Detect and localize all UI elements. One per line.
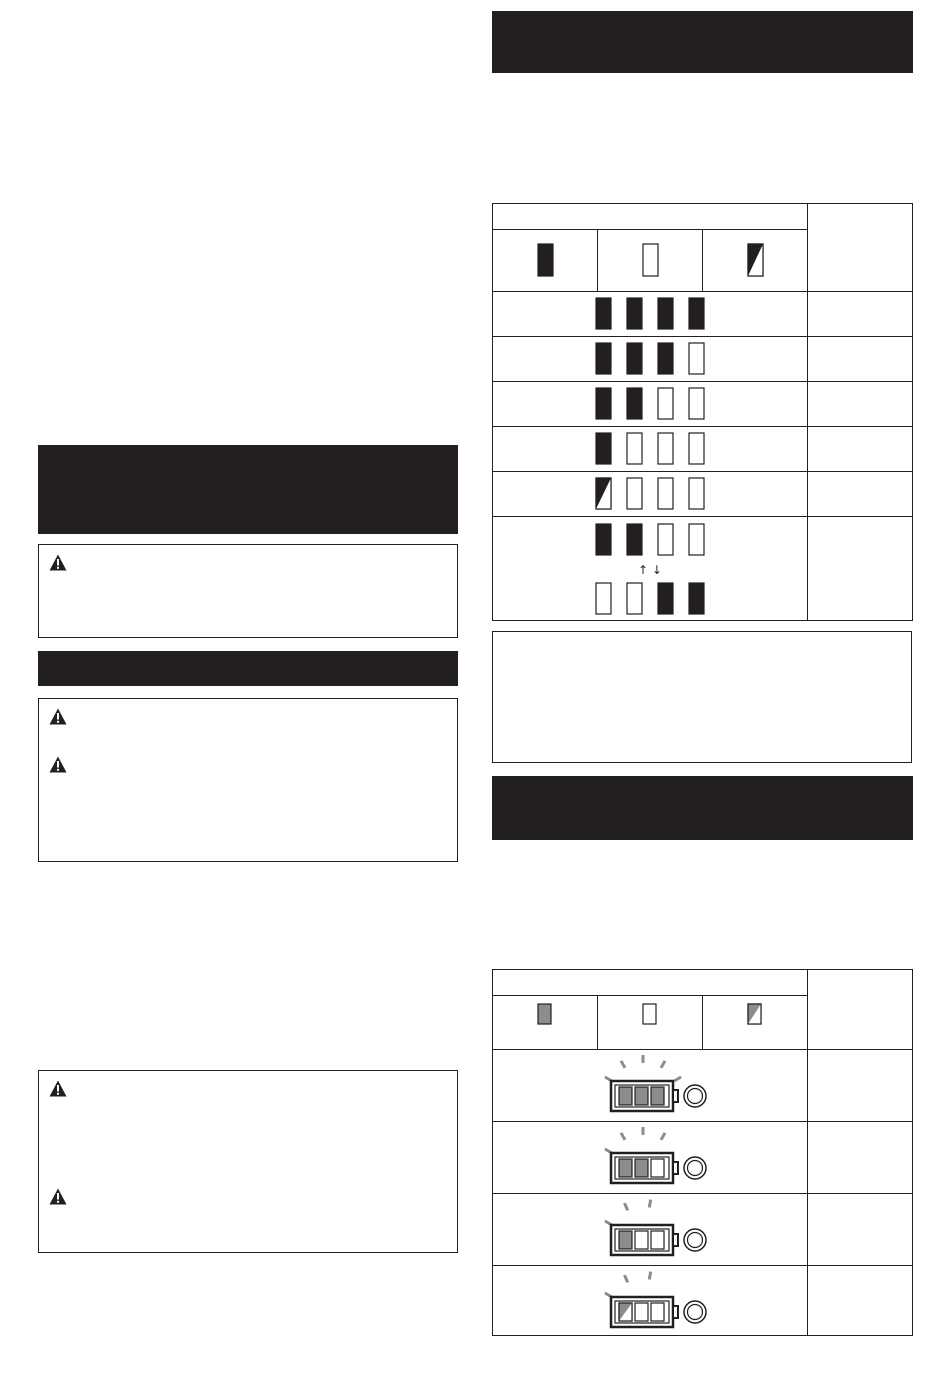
battery-cell-icon: [635, 1303, 648, 1321]
battery-indicator: [493, 1195, 807, 1265]
blink-rays-icon: [605, 1055, 681, 1081]
check-button-icon: [684, 1301, 706, 1323]
table-header-cell: [493, 970, 808, 996]
lamp-row-alternating: [493, 518, 807, 620]
indicator-lamp-icon: [627, 583, 642, 614]
section-heading-bar: [492, 11, 913, 73]
section-heading-bar: [38, 445, 458, 534]
lamp-row: [493, 292, 807, 336]
indicator-lamp-icon: [538, 1004, 551, 1024]
warning-triangle-icon: [49, 756, 67, 773]
warning-triangle-icon: [49, 1080, 67, 1097]
battery-indicator: [493, 1051, 807, 1121]
indicator-lamp-icon: [658, 298, 673, 329]
check-button-icon: [684, 1085, 706, 1107]
indicator-lamp-icon: [703, 997, 807, 1049]
indicator-lamp-icon: [689, 524, 704, 555]
lamp-row: [493, 382, 807, 426]
battery-cell-icon: [635, 1159, 648, 1177]
table-row: [493, 1122, 913, 1194]
battery-cell-icon: [619, 1303, 632, 1321]
legend-cell-off: [598, 230, 703, 292]
legend-cell-off: [598, 996, 703, 1050]
battery-cell-icon: [635, 1231, 648, 1249]
battery-indicator: [493, 1267, 807, 1335]
caution-box: [38, 698, 458, 862]
indicator-lamp-icon: [748, 244, 763, 276]
indicator-lamp-icon: [596, 583, 611, 614]
table-header-cell: [493, 204, 808, 230]
warning-triangle-icon: [49, 708, 67, 725]
indicator-lamp-icon: [627, 343, 642, 374]
note-box: [492, 631, 912, 763]
legend-cell-lit: [493, 996, 598, 1050]
remaining-capacity-cell: [808, 427, 913, 472]
indicator-lamp-icon: [493, 997, 597, 1049]
indicator-lamp-icon: [748, 1004, 761, 1024]
indicator-lamp-icon: [627, 478, 642, 509]
table-row: [493, 382, 913, 427]
battery-indicator: [493, 1123, 807, 1193]
remaining-capacity-cell: [808, 472, 913, 517]
lamp-row: [493, 337, 807, 381]
table-row: [493, 427, 913, 472]
table-row: [493, 337, 913, 382]
indicator-lamp-icon: [596, 343, 611, 374]
battery-cell-icon: [651, 1231, 664, 1249]
battery-cell-icon: [619, 1159, 632, 1177]
legend-cell-lit: [493, 230, 598, 292]
remaining-capacity-cell: [808, 337, 913, 382]
indicator-lamp-icon: [627, 524, 642, 555]
lamp-row: [493, 427, 807, 471]
remaining-capacity-cell: [808, 1122, 913, 1194]
indicator-lamp-icon: [689, 433, 704, 464]
remaining-capacity-cell: [808, 1194, 913, 1266]
indicator-lamp-icon: [627, 433, 642, 464]
table-row: [493, 1050, 913, 1122]
indicator-lamp-icon: [658, 583, 673, 614]
remaining-capacity-cell: [808, 517, 913, 621]
battery-cell-icon: [635, 1087, 648, 1105]
table-row: [493, 472, 913, 517]
blink-rays-icon: [605, 1127, 665, 1153]
indicator-lamp-icon: [658, 433, 673, 464]
indicator-lamp-icon: [627, 298, 642, 329]
battery-cell-icon: [619, 1231, 632, 1249]
indicator-lamp-icon: [596, 298, 611, 329]
indicator-lamp-icon: [493, 231, 597, 291]
alternating-arrows-icon: ↑ ↓: [638, 562, 662, 577]
table-row: [493, 1194, 913, 1266]
table-row: [493, 517, 913, 621]
indicator-lamp-icon: [596, 524, 611, 555]
remaining-capacity-cell: [808, 292, 913, 337]
remaining-capacity-cell: [808, 1266, 913, 1336]
indicator-lamp-icon: [596, 433, 611, 464]
indicator-lamp-icon: [596, 388, 611, 419]
indicator-lamp-icon: [643, 1004, 656, 1024]
battery-indicator-table: [492, 969, 913, 1336]
table-header-cell-remaining: [808, 204, 913, 292]
indicator-lamp-table: [492, 203, 913, 621]
battery-cell-icon: [651, 1159, 664, 1177]
indicator-lamp-icon: [689, 343, 704, 374]
indicator-lamp-icon: [703, 231, 807, 291]
warning-triangle-icon: [49, 554, 67, 571]
indicator-lamp-icon: [658, 524, 673, 555]
indicator-lamp-icon: [643, 244, 658, 276]
blink-rays-icon: [605, 1271, 651, 1296]
section-heading-bar: [492, 776, 913, 840]
check-button-icon: [684, 1157, 706, 1179]
indicator-lamp-icon: [658, 343, 673, 374]
warning-triangle-icon: [49, 1188, 67, 1205]
remaining-capacity-cell: [808, 1050, 913, 1122]
legend-cell-blinking: [703, 230, 808, 292]
table-header-cell-remaining: [808, 970, 913, 1050]
indicator-lamp-icon: [538, 244, 553, 276]
lamp-row: [493, 472, 807, 516]
indicator-lamp-icon: [598, 997, 702, 1049]
indicator-lamp-icon: [627, 388, 642, 419]
table-row: [493, 1266, 913, 1336]
indicator-lamp-icon: [658, 388, 673, 419]
section-heading-bar: [38, 651, 458, 686]
remaining-capacity-cell: [808, 382, 913, 427]
table-row: [493, 292, 913, 337]
battery-cell-icon: [651, 1303, 664, 1321]
blink-rays-icon: [605, 1199, 651, 1224]
indicator-lamp-icon: [658, 478, 673, 509]
battery-cell-icon: [619, 1087, 632, 1105]
indicator-lamp-icon: [689, 478, 704, 509]
caution-box: [38, 544, 458, 638]
indicator-lamp-icon: [596, 478, 611, 509]
legend-cell-blinking: [703, 996, 808, 1050]
caution-box: [38, 1070, 458, 1253]
indicator-lamp-icon: [689, 388, 704, 419]
check-button-icon: [684, 1229, 706, 1251]
indicator-lamp-icon: [689, 298, 704, 329]
indicator-lamp-icon: [689, 583, 704, 614]
indicator-lamp-icon: [598, 231, 702, 291]
battery-cell-icon: [651, 1087, 664, 1105]
